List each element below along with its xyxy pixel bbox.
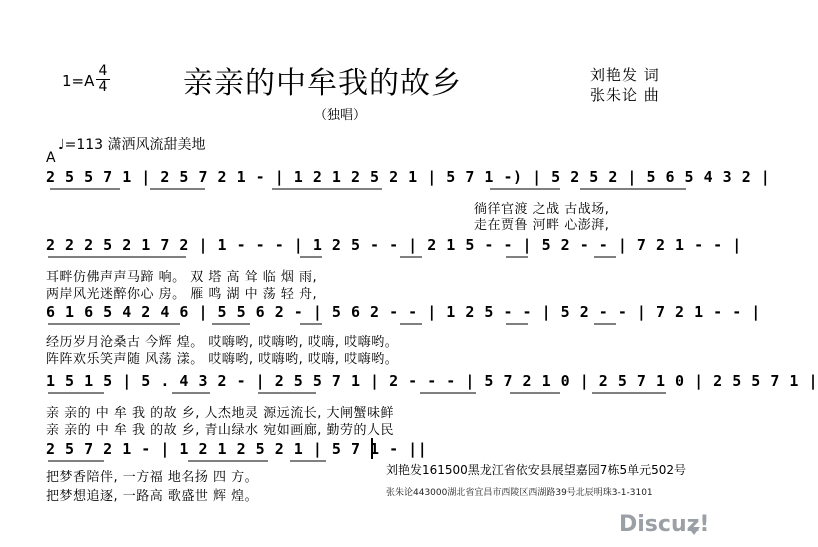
lyrics-row-3-verse-2: 阵阵欢乐笑声随 风荡 漾。 哎嗨哟, 哎嗨哟, 哎嗨, 哎嗨哟。	[46, 352, 399, 367]
time-numerator: 4	[98, 63, 108, 79]
song-title: 亲亲的中牟我的故乡	[183, 66, 462, 101]
lyricist-credit: 刘艳发 词	[590, 66, 660, 84]
lyrics-row-5-verse-2: 把梦想追逐, 一路高 歌盛世 辉 煌。	[46, 489, 259, 504]
lyrics-row-4-verse-1: 亲 亲的 中 牟 我 的故 乡, 人杰地灵 源远流长, 大闸蟹味鲜	[46, 406, 394, 421]
composer-address: 张朱论443000湖北省宜昌市西陵区西湖路39号北辰明珠3-1-3101	[386, 488, 653, 498]
lyricist-address: 刘艳发161500黑龙江省依安县展望嘉园7栋5单元502号	[386, 463, 686, 477]
lyrics-row-1-verse-1: 徜徉官渡 之战 古战场,	[474, 202, 610, 217]
discuz-watermark: Discuz!	[619, 512, 710, 537]
key-signature: 1=A	[62, 72, 95, 90]
time-denominator: 4	[96, 79, 110, 95]
lyrics-row-1-verse-2: 走在贾鲁 河畔 心澎湃,	[474, 218, 610, 233]
notation-row-4: 1 5 1 5 | 5 . 4 3 2 - | 2 5 5 7 1 | 2 - - - | 5 7 2 1 0 | 2 5 7 1 0 | 2 5 5 7 1 |	[46, 372, 818, 390]
lyrics-row-4-verse-2: 亲 亲的 中 牟 我 的故 乡, 青山绿水 宛如画廊, 勤劳的人民	[46, 423, 394, 438]
composer-credit: 张朱论 曲	[590, 86, 660, 104]
section-mark: A	[46, 150, 56, 166]
quarter-note-icon: ♩	[58, 137, 65, 153]
notation-row-1: 2 5 5 7 1 | 2 5 7 2 1 - | 1 2 1 2 5 2 1 | 5 7 1 -) | 5 2 5 2 | 5 6 5 4 3 2 |	[46, 168, 771, 186]
notation-row-3: 6 1 6 5 4 2 4 6 | 5 5 6 2 - | 5 6 2 - - | 1 2 5 - - | 5 2 - - | 7 2 1 - - |	[46, 303, 761, 321]
song-subtitle: （独唱）	[314, 108, 367, 123]
lyrics-row-2-verse-1: 耳畔仿佛声声马蹄 响。 双 塔 高 耸 临 烟 雨,	[46, 270, 318, 285]
notation-row-5: 2 5 7 2 1 - | 1 2 1 2 5 2 1 | 5 7 1 - ||	[46, 440, 428, 458]
notation-row-2: 2 2 2 5 2 1 7 2 | 1 - - - | 1 2 5 - - | 2 1 5 - - | 5 2 - - | 7 2 1 - - |	[46, 236, 742, 254]
lyrics-row-3-verse-1: 经历岁月沧桑古 今辉 煌。 哎嗨哟, 哎嗨哟, 哎嗨, 哎嗨哟。	[46, 335, 399, 350]
lyrics-row-2-verse-2: 两岸风光迷醉你心 房。 雁 鸣 湖 中 荡 轻 舟,	[46, 287, 318, 302]
lyrics-row-5-verse-1: 把梦香陪伴, 一方福 地名扬 四 方。	[46, 470, 259, 485]
tempo-text: =113 潇洒风流甜美地	[64, 137, 206, 153]
